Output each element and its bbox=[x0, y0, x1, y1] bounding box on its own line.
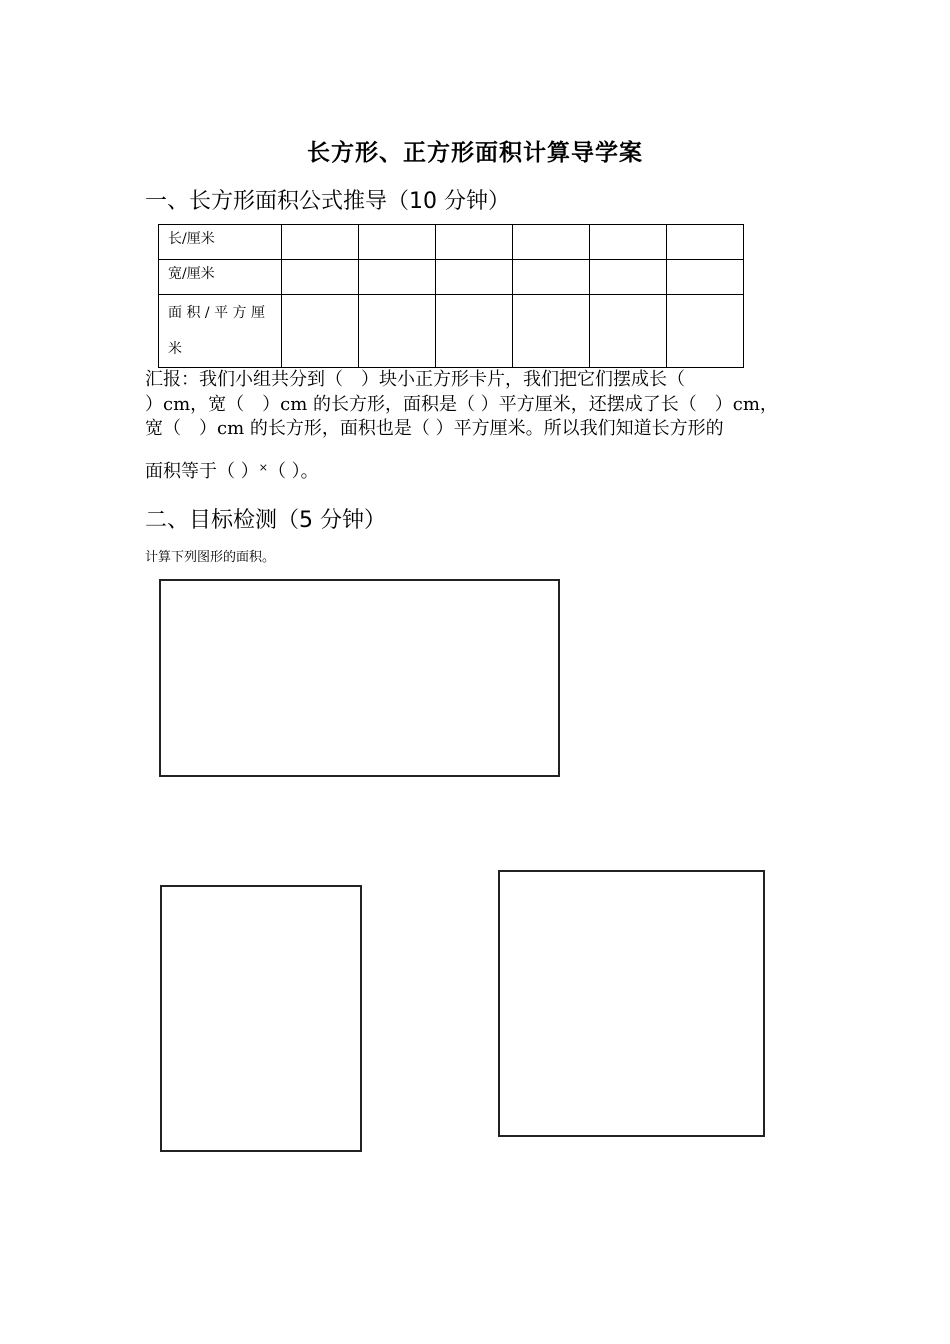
page-title: 长方形、正方形面积计算导学案 bbox=[307, 140, 643, 166]
tall-rectangle-figure bbox=[160, 885, 362, 1152]
square-figure bbox=[498, 870, 765, 1137]
report-paragraph bbox=[145, 368, 810, 484]
table-cell[interactable] bbox=[282, 225, 359, 260]
row-label-area-line1: 面 积 / 平 方 厘 bbox=[168, 305, 265, 321]
table-cell[interactable] bbox=[513, 225, 590, 260]
area-equals-text: 面积等于（ ） bbox=[145, 460, 259, 482]
table-row bbox=[159, 260, 744, 295]
table-cell[interactable] bbox=[436, 225, 513, 260]
table-cell[interactable] bbox=[667, 260, 744, 295]
table-cell[interactable] bbox=[436, 260, 513, 295]
rectangle-figure bbox=[159, 579, 560, 777]
table-cell[interactable] bbox=[436, 295, 513, 368]
report-line: ）cm，宽（ ）cm 的长方形，面积是（ ）平方厘米，还摆成了长（ ）cm， bbox=[145, 393, 778, 415]
table-cell[interactable] bbox=[513, 295, 590, 368]
table-cell[interactable] bbox=[359, 225, 436, 260]
section1-heading: 一、长方形面积公式推导（10 分钟） bbox=[145, 189, 510, 214]
table-cell[interactable] bbox=[282, 260, 359, 295]
table-row bbox=[159, 225, 744, 260]
table-cell[interactable] bbox=[590, 295, 667, 368]
report-line: 宽（ ）cm 的长方形，面积也是（ ）平方厘米。所以我们知道长方形的 bbox=[145, 418, 724, 439]
report-line: 汇报：我们小组共分到（ ）块小正方形卡片，我们把它们摆成长（ bbox=[145, 369, 685, 390]
times-sign: × bbox=[258, 460, 268, 474]
row-label-area bbox=[159, 295, 282, 368]
report-line bbox=[145, 456, 810, 485]
area-equals-tail: （ ）。 bbox=[267, 460, 319, 482]
table-row bbox=[159, 295, 744, 368]
section2-heading: 二、目标检测（5 分钟） bbox=[145, 508, 386, 533]
table-cell[interactable] bbox=[513, 260, 590, 295]
table-cell[interactable] bbox=[359, 295, 436, 368]
table-cell[interactable] bbox=[359, 260, 436, 295]
table-cell[interactable] bbox=[667, 295, 744, 368]
table-cell[interactable] bbox=[282, 295, 359, 368]
row-label-length: 长/厘米 bbox=[159, 225, 282, 260]
table-cell[interactable] bbox=[667, 225, 744, 260]
row-label-width: 宽/厘米 bbox=[159, 260, 282, 295]
table-cell[interactable] bbox=[590, 260, 667, 295]
measurement-table bbox=[158, 224, 744, 368]
instruction-text: 计算下列图形的面积。 bbox=[145, 550, 276, 565]
row-label-area-line2: 米 bbox=[168, 341, 182, 357]
table-cell[interactable] bbox=[590, 225, 667, 260]
